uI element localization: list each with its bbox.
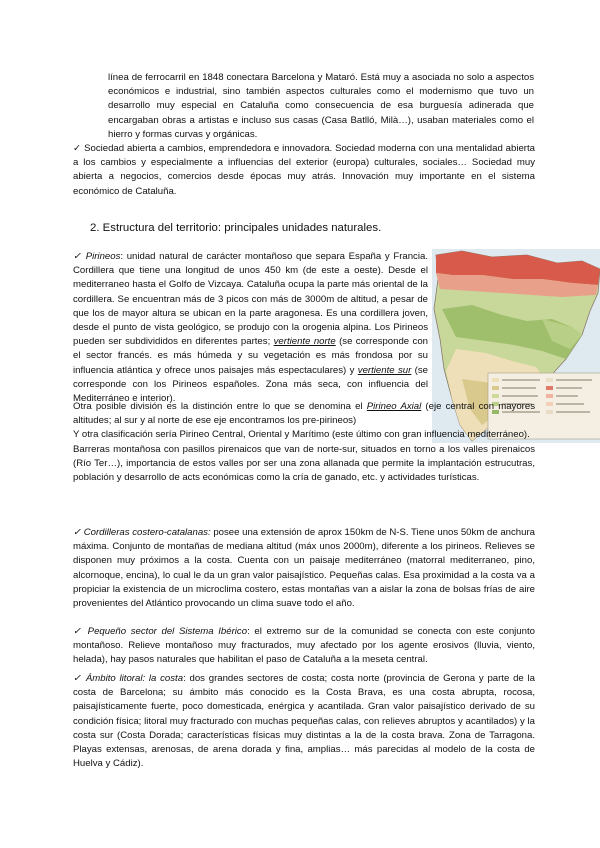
intro-paragraph: línea de ferrocarril en 1848 conectara Barcelona y Mataró. Está muy a asociada no solo a aspectos económicos e industrial, sino también aspectos culturales como el modernismo que tuvo un desarrollo muy especial en Cataluña como consecuencia de esa burguesía adinerada que encargaban obras a artistas e incluso sus casas (Casa Batlló, Milà…), usaban materiales como el hierro y formas curvas y orgánicas. xyxy=(108,72,534,140)
pirineo-axial-block xyxy=(73,400,535,485)
axial-text-b: (eje central con mayores altitudes; al sur y al norte de ese eje encontramos los pre-pirineos) xyxy=(73,401,535,427)
pirineo-axial-paragraph xyxy=(73,400,535,428)
axial-text-a: Otra posible división es la distinción entre lo que se denomina el xyxy=(73,401,367,412)
pirineos-text-c: (se corresponde con los Pirineos españoles. Zona más seca, con influencia del Mediterráneo e interior). xyxy=(73,364,429,405)
cordilleras-text: posee una extensión de aprox 150km de N-S. Tiene unos 50km de anchura máxima. Conjunto de montañas de mediana altitud (máx unos 2000m), diferente a los pirineos. Relieves se disponen muy próximos a la costa. Cuenta con un paisaje mediterráneo (matorral mediterraneo, pino, alcornoque, encina), lo cual le da un gran valor paisajístico. Pequeñas calas. Esa proximidad a la costa va a propiciar la existencia de un microclima costero, estas montañas van a aislar la zona de bolsas frías de aire provenientes del Atlántico provocando un clima suave todo el año. xyxy=(73,527,535,610)
litoral-paragraph xyxy=(73,672,535,771)
iberico-text: : el extremo sur de la comunidad se conecta con este conjunto montañoso. Relieve montañoso muy fracturados, muy afectado por los agente erosivos (lluvia, viento, helada), hay pasos naturales que habilitan el paso de Cataluña a la meseta central. xyxy=(73,626,535,666)
litoral-text: : dos grandes sectores de costa; costa norte (provincia de Gerona y parte de la costa de Barcelona; su ámbito más conocido es la Costa Brava, es una costa abrupta, rocosa, paisajísticamente fuerte, poco domesticada, enérgica y acantilada. Gran valor paisajístico derivado de su condición física; litoral muy fracturado con muchas pequeñas calas, con relieves abruptos y acantilados) y la costa sur (Costa Dorada; características físicas muy distintas a la de la costa brava. Zona de Tarragona. Playas extensas, arenosas, de arena dorada y fina, amplias… más parecidas al modelo de la costa de Huelva y Cádiz). xyxy=(73,673,535,770)
pirineo-axial-term: Pirineo Axial xyxy=(366,401,422,412)
classification-paragraph: Y otra clasificación sería Pirineo Central, Oriental y Marítimo (este último con gran influencia mediterráneo). xyxy=(73,429,530,441)
litoral-title: ✓ Ámbito litoral: la costa xyxy=(73,673,184,684)
pirineos-text-a: : unidad natural de carácter montañoso que separa España y Francia. Cordillera que tiene una longitud de unos 450 km (de este a oeste). Desde el mediterraneo hasta el Golfo de Vizcaya. Cataluña ocupa la parte más oriental de la cordillera. Se encuentran más de 3 picos con más de 3000m de altitud, a pesar de que los de mayor altura se ubican en la parte aragonesa. Es una cordillera joven, desde el punto de vista geológico, se produjo con la orogenia alpina. Los Pirineos pueden ser subdivididos en diferentes partes; xyxy=(73,251,428,348)
iberico-paragraph xyxy=(73,625,535,668)
barreras-paragraph: Barreras montañosa con pasillos pirenaicos que van de norte-sur, situados en torno a los valles pirenaicos (Río Ter…), importancia de estos valles por ser una zona allanada que permite la implantación estrucutras, población y desarrollo de acts económicas como la cría de ganado, etc. y actividades turísticas. xyxy=(73,443,535,484)
pirineos-text-b: (se corresponde con el sector francés. es más húmeda y su vegetación es más frondosa por su influencia atlántica y ofrece unos paisajes más espectaculares) y xyxy=(73,336,428,376)
iberico-title: ✓ Pequeño sector del Sistema Ibérico xyxy=(73,626,248,637)
vertiente-sur-term: vertiente sur xyxy=(357,364,412,376)
pirineos-paragraph xyxy=(73,250,428,406)
cordilleras-paragraph xyxy=(73,526,535,611)
pirineos-title: ✓ Pirineos xyxy=(73,251,121,262)
cordilleras-title: ✓ Cordilleras costero-catalanas: xyxy=(73,527,211,538)
section-heading: 2. Estructura del territorio: principales unidades naturales. xyxy=(90,222,382,234)
vertiente-norte-term: vertiente norte xyxy=(273,336,336,348)
society-paragraph: ✓ Sociedad abierta a cambios, emprendedora e innovadora. Sociedad moderna con una mentalidad abierta a los cambios y especialmente a influencias del exterior (europa) culturales, sociales… Sociedad muy abierta a negocios, comercios desde épocas muy atrás. Innovación muy importante en el sistema económico de Cataluña. xyxy=(73,143,535,197)
